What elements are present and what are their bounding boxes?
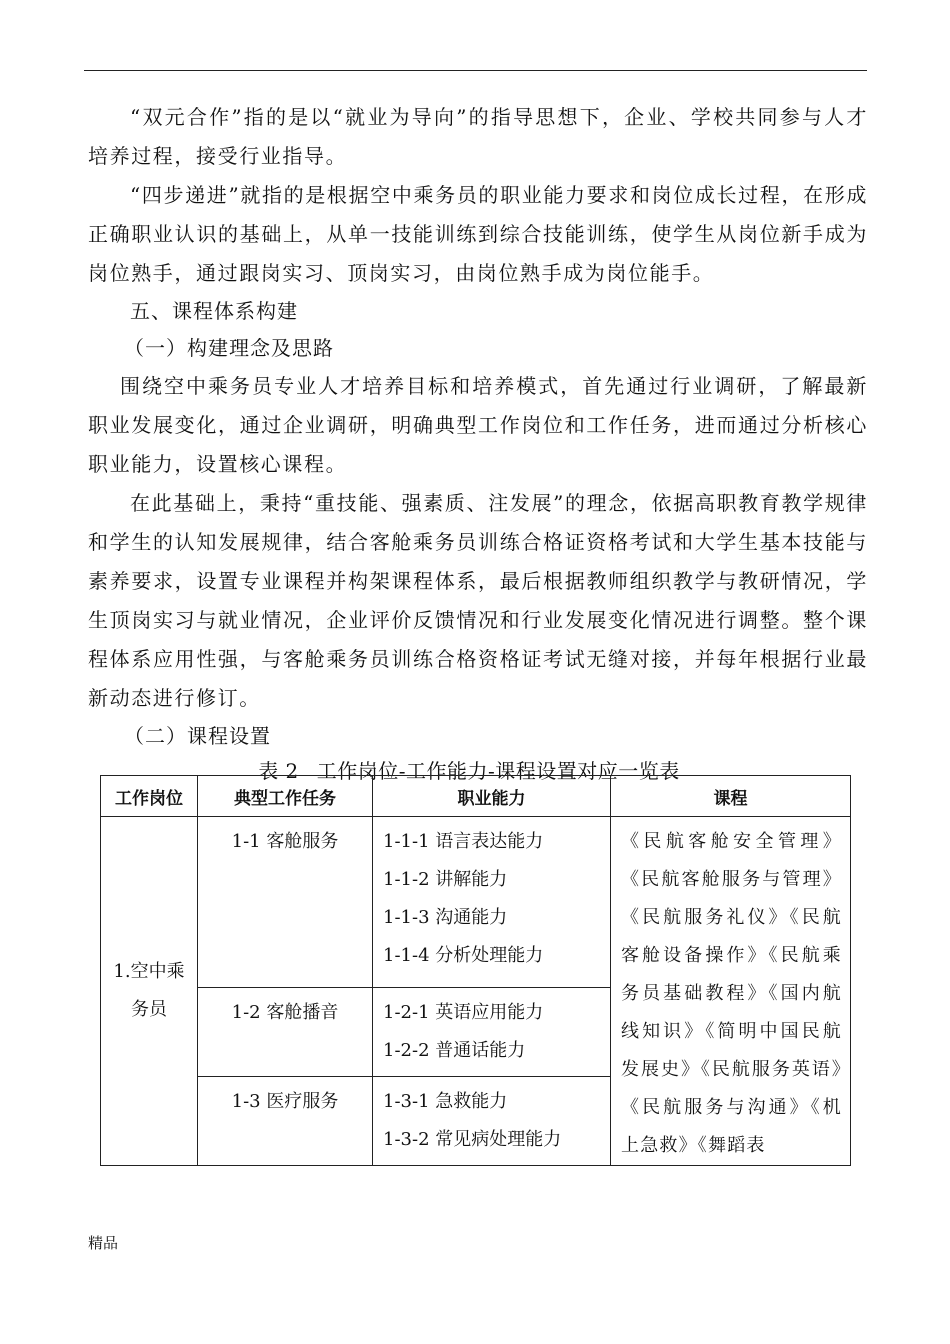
header-course: 课程 bbox=[611, 776, 851, 817]
ability-item: 1-1-1 语言表达能力 bbox=[383, 831, 544, 852]
course-table bbox=[100, 775, 851, 1166]
paragraph-concept: 围绕空中乘务员专业人才培养目标和培养模式，首先通过行业调研，了解最新职业发展变化，通过企业调研，明确典型工作岗位和工作任务，进而通过分析核心职业能力，设置核心课程。 bbox=[88, 374, 868, 476]
ability-item: 1-3-1 急救能力 bbox=[383, 1090, 508, 1112]
table-row bbox=[101, 817, 851, 988]
table-caption-number: 表 2 bbox=[258, 759, 299, 783]
section-heading: 五、课程体系构建 bbox=[130, 299, 298, 323]
ability-item: 1-1-3 沟通能力 bbox=[383, 907, 508, 928]
ability-cell bbox=[373, 987, 611, 1076]
course-cell: 《民航客舱安全管理》《民航客舱服务与管理》《民航服务礼仪》《民航客舱设备操作》《民航乘务员基础教程》《国内航线知识》《简明中国民航发展史》《民航服务英语》《民航服务与沟通》《机上急救》《舞蹈表 bbox=[611, 817, 851, 1166]
ability-item: 1-1-2 讲解能力 bbox=[383, 869, 508, 890]
table-caption-title: 工作岗位-工作能力-课程设置对应一览表 bbox=[316, 759, 680, 783]
table-header-row bbox=[101, 776, 851, 817]
header-task: 典型工作任务 bbox=[198, 776, 373, 817]
header-post: 工作岗位 bbox=[101, 776, 198, 817]
ability-item: 1-2-2 普通话能力 bbox=[383, 1039, 526, 1061]
document-body bbox=[88, 98, 868, 791]
ability-item: 1-2-1 英语应用能力 bbox=[383, 1001, 544, 1023]
header-rule bbox=[84, 70, 867, 71]
ability-cell bbox=[373, 817, 611, 988]
paragraph-dual-cooperation: “双元合作”指的是以“就业为导向”的指导思想下，企业、学校共同参与人才培养过程，接受行业指导。 bbox=[88, 105, 868, 168]
task-cell: 1-2 客舱播音 bbox=[198, 987, 373, 1076]
task-cell: 1-3 医疗服务 bbox=[198, 1076, 373, 1165]
footer-label: 精品 bbox=[88, 1234, 119, 1252]
paragraph-basis: 在此基础上，秉持“重技能、强素质、注发展”的理念，依据高职教育教学规律和学生的认知发展规律，结合客舱乘务员训练合格证资格考试和大学生基本技能与素养要求，设置专业课程并构架课程体系，最后根据教师组织教学与教研情况，学生顶岗实习与就业情况，企业评价反馈情况和行业发展变化情况进行调整。整个课程体系应用性强，与客舱乘务员训练合格资格证考试无缝对接，并每年根据行业最新动态进行修订。 bbox=[88, 491, 868, 710]
ability-item: 1-3-2 常见病处理能力 bbox=[383, 1128, 562, 1150]
header-ability: 职业能力 bbox=[373, 776, 611, 817]
ability-item: 1-1-4 分析处理能力 bbox=[383, 945, 544, 966]
ability-cell bbox=[373, 1076, 611, 1165]
paragraph-four-steps: “四步递进”就指的是根据空中乘务员的职业能力要求和岗位成长过程，在形成正确职业认识的基础上，从单一技能训练到综合技能训练，使学生从岗位新手成为岗位熟手，通过跟岗实习、顶岗实习，由岗位熟手成为岗位能手。 bbox=[88, 183, 868, 285]
subsection-heading-concept: （一）构建理念及思路 bbox=[124, 336, 334, 360]
subsection-heading-courses: （二）课程设置 bbox=[124, 724, 271, 748]
post-cell: 1.空中乘务员 bbox=[101, 817, 198, 1166]
task-cell: 1-1 客舱服务 bbox=[198, 817, 373, 988]
